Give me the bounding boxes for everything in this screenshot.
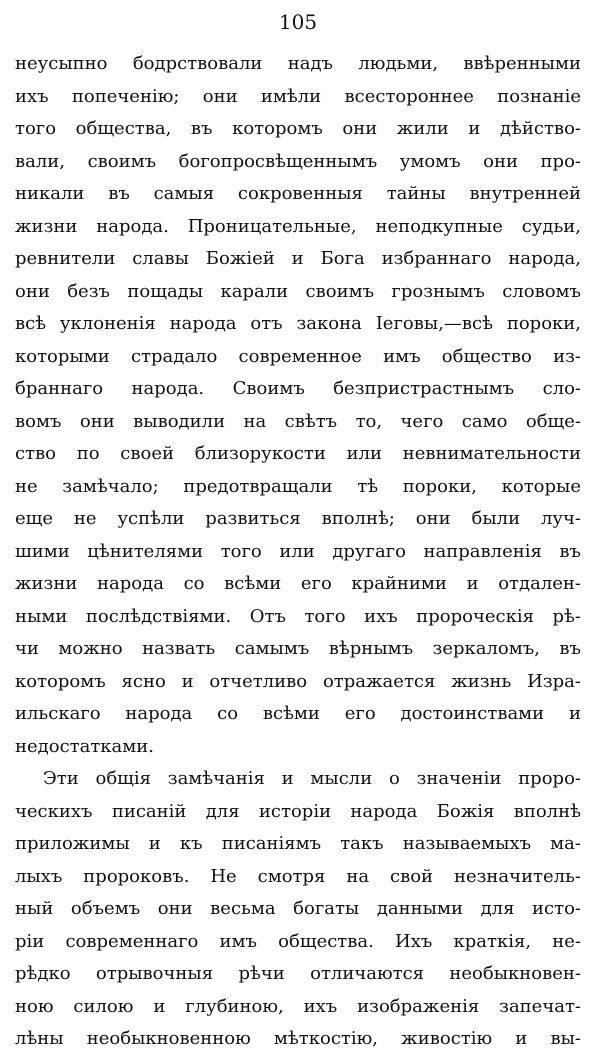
- body-text: [15, 48, 581, 1056]
- text-line: рѣдко отрывочныя рѣчи отличаются необыкновен-: [15, 963, 581, 984]
- text-line: вомъ они выводили на свѣтъ то, чего само обще-: [15, 410, 581, 432]
- text-line: ство по своей близорукости или невнимательности: [15, 443, 581, 464]
- text-line: ильскаго народа со всѣми его достоинствами и: [15, 703, 581, 724]
- text-line: ными послѣдствіями. Отъ того ихъ пророческія рѣ-: [15, 605, 581, 627]
- text-line: которомъ ясно и отчетливо отражается жизнь Изра-: [15, 670, 581, 692]
- text-line: приложимы и къ писаніямъ такъ называемыхъ ма-: [15, 833, 581, 854]
- text-line: никали въ самыя сокровенныя тайны внутренней: [15, 183, 581, 204]
- text-line: жизни народа со всѣми его крайними и отдален-: [15, 573, 581, 594]
- text-line: вали, своимъ богопросвѣщеннымъ умомъ они про-: [15, 150, 581, 172]
- text-line: ріи современнаго имъ общества. Ихъ краткія, не-: [15, 930, 581, 952]
- text-line: ный объемъ они весьма богаты данными для исто-: [15, 898, 581, 919]
- text-line: неусыпно бодрствовали надъ людьми, ввѣренными: [15, 53, 581, 74]
- text-line: еще не успѣли развиться вполнѣ; они были луч-: [15, 508, 581, 529]
- text-line: ревнители славы Божіей и Бога избраннаго народа,: [15, 248, 581, 269]
- text-line: того общества, въ которомъ они жили и дѣйство-: [15, 118, 581, 139]
- text-line: чи можно назвать самымъ вѣрнымъ зеркаломъ, въ: [15, 638, 581, 659]
- text-line: не замѣчало; предотвращали тѣ пороки, которые: [15, 475, 581, 497]
- paragraph-start-line: Эти общія замѣчанія и мысли о значеніи проро-: [43, 768, 581, 789]
- text-line: которыми страдало современное имъ общество из-: [15, 345, 581, 367]
- paragraph-end-line: недостатками.: [15, 735, 154, 757]
- text-line: лѣны необыкновенною мѣткостію, живостію и вы-: [15, 1028, 581, 1049]
- text-line: всѣ уклоненія народа отъ закона Іеговы,—всѣ пороки,: [15, 313, 581, 334]
- text-line: шими цѣнителями того или другаго направленія въ: [15, 540, 581, 562]
- text-line: ческихъ писаній для исторіи народа Божія вполнѣ: [15, 800, 581, 822]
- text-line: ною силою и глубиною, ихъ изображенія запечат-: [15, 995, 581, 1017]
- page-number: 105: [278, 10, 318, 34]
- text-line: жизни народа. Проницательные, неподкупные судьи,: [15, 215, 581, 237]
- text-line: они безъ пощады карали своимъ грознымъ словомъ: [15, 280, 581, 302]
- text-line: браннаго народа. Своимъ безпристрастнымъ сло-: [15, 378, 581, 399]
- text-line: ихъ попеченію; они имѣли всестороннее познаніе: [15, 85, 581, 107]
- text-line: лыхъ пророковъ. Не смотря на свой незначитель-: [15, 865, 581, 887]
